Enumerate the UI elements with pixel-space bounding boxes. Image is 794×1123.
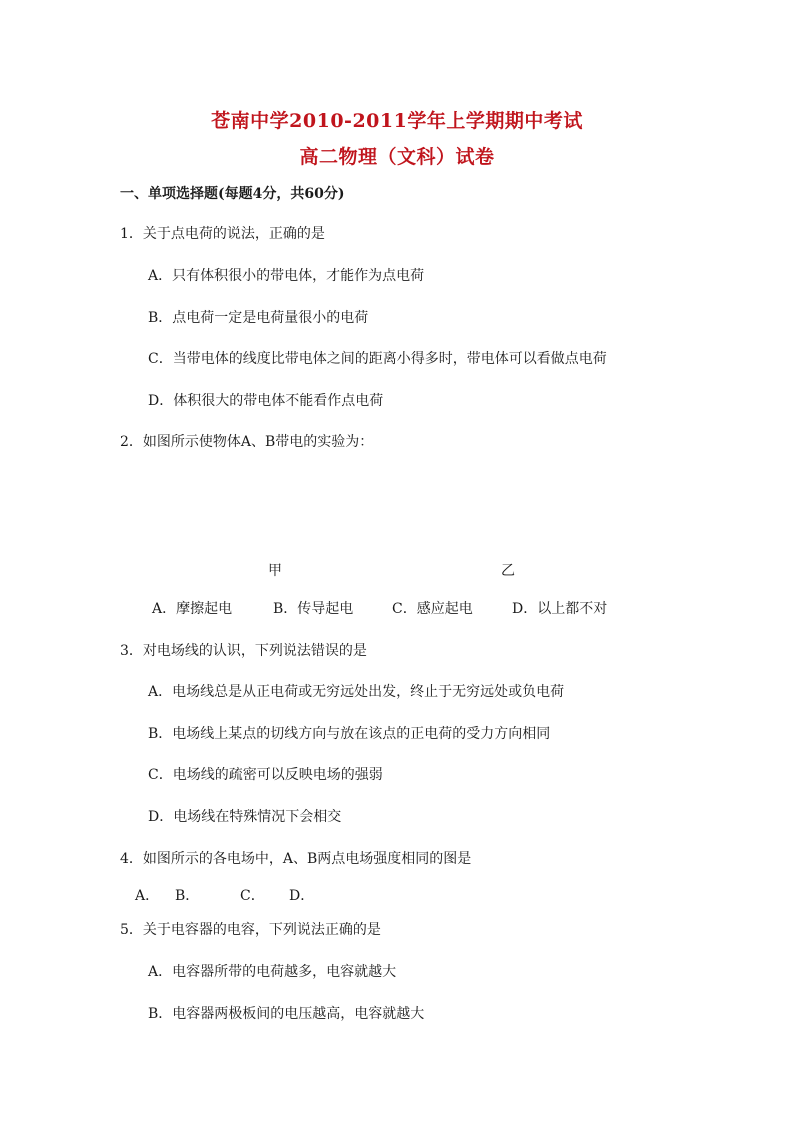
question-4-option-a: A． — [135, 888, 160, 904]
question-2-option-d: D．以上都不对 — [512, 601, 608, 617]
section-heading: 一、单项选择题(每题4分，共60分) — [120, 186, 345, 202]
question-3-option-d: D．电场线在特殊情况下会相交 — [148, 809, 342, 825]
figure-label-yi: 乙 — [501, 563, 515, 579]
question-1-stem: 1．关于点电荷的说法，正确的是 — [120, 226, 325, 242]
question-2-option-b: B．传导起电 — [273, 601, 354, 617]
exam-subtitle: 高二物理（文科）试卷 — [299, 146, 495, 168]
question-5-option-a: A．电容器所带的电荷越多，电容就越大 — [148, 964, 397, 980]
question-5-stem: 5．关于电容器的电容，下列说法正确的是 — [120, 922, 381, 938]
figure-label-jia: 甲 — [268, 563, 282, 579]
question-4-stem: 4．如图所示的各电场中，A、B两点电场强度相同的图是 — [120, 851, 472, 867]
question-3-stem: 3．对电场线的认识，下列说法错误的是 — [120, 643, 367, 659]
question-3-option-c: C．电场线的疏密可以反映电场的强弱 — [148, 767, 383, 783]
question-3-option-b: B．电场线上某点的切线方向与放在该点的正电荷的受力方向相同 — [148, 726, 551, 742]
question-3-option-a: A．电场线总是从正电荷或无穷远处出发，终止于无穷远处或负电荷 — [148, 684, 565, 700]
exam-title: 苍南中学2010-2011学年上学期期中考试 — [211, 110, 583, 132]
question-2-option-c: C．感应起电 — [392, 601, 473, 617]
question-1-option-c: C．当带电体的线度比带电体之间的距离小得多时，带电体可以看做点电荷 — [148, 351, 607, 367]
question-1-option-b: B．点电荷一定是电荷量很小的电荷 — [148, 310, 369, 326]
question-1-option-d: D．体积很大的带电体不能看作点电荷 — [148, 393, 384, 409]
question-4-option-d: D． — [289, 888, 315, 904]
question-2-stem: 2．如图所示使物体A、B带电的实验为： — [120, 434, 374, 450]
question-4-option-b: B． — [175, 888, 200, 904]
question-1-option-a: A．只有体积很小的带电体，才能作为点电荷 — [148, 268, 425, 284]
question-5-option-b: B．电容器两极板间的电压越高，电容就越大 — [148, 1006, 425, 1022]
question-2-option-a: A．摩擦起电 — [152, 601, 233, 617]
question-4-option-c: C． — [240, 888, 265, 904]
